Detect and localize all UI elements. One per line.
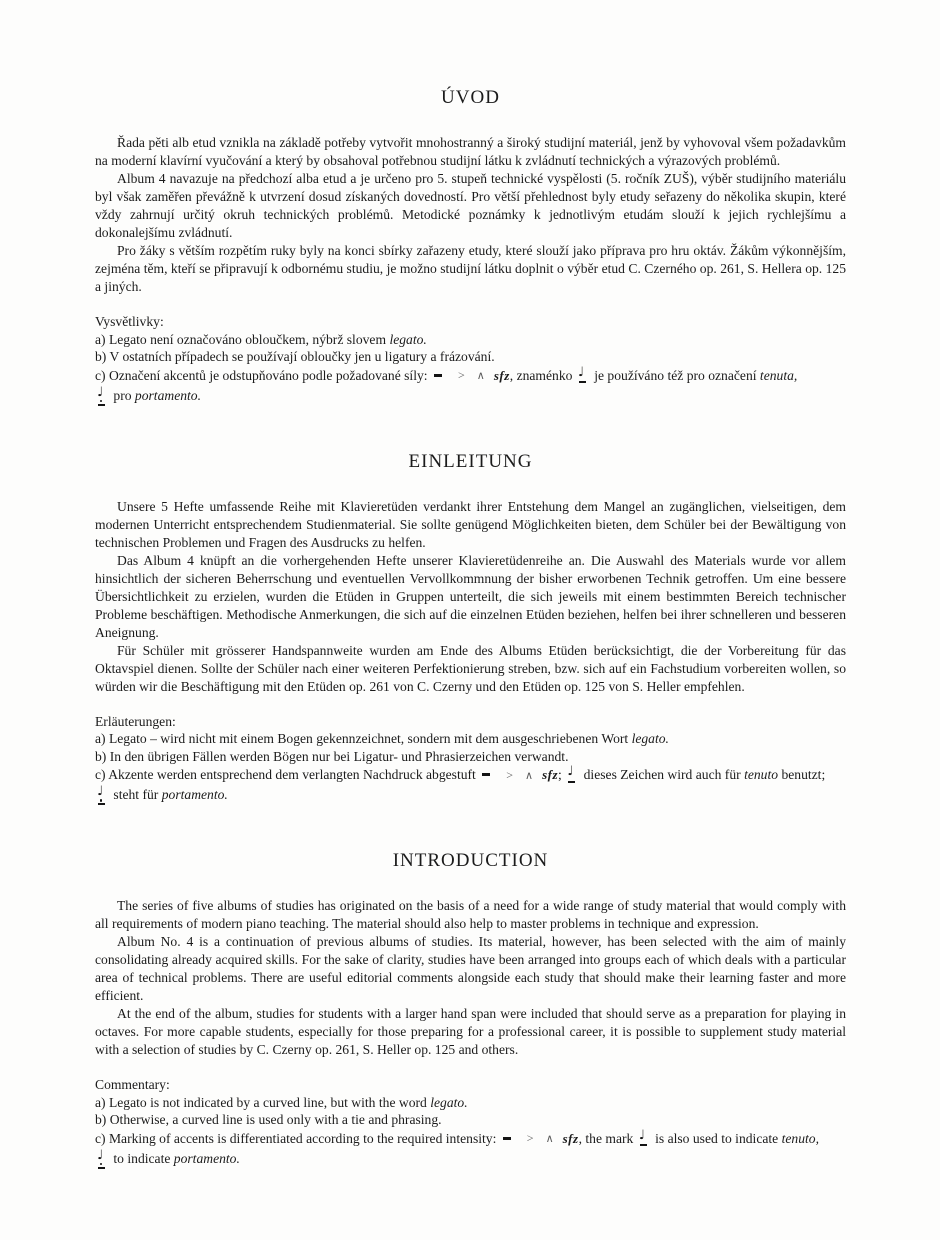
sforzando-mark: sfz xyxy=(493,367,510,383)
quarter-note-portato-icon xyxy=(97,1149,108,1169)
note-item-english-a: a) Legato is not indicated by a curved line, but with the word legato. xyxy=(95,1094,468,1110)
tenuto-dash-icon xyxy=(434,374,442,377)
marcato-mark-icon: ∧ xyxy=(545,1133,554,1145)
quarter-note-portato-icon xyxy=(97,386,108,406)
notes-label-czech: Vysvětlivky: xyxy=(95,314,164,329)
italic-term: portamento. xyxy=(134,387,201,403)
tenuto-line xyxy=(98,803,105,805)
section-title-czech: ÚVOD xyxy=(441,87,500,108)
italic-term: legato. xyxy=(430,1094,468,1110)
italic-term: legato. xyxy=(631,731,669,746)
note-item-english-b: b) Otherwise, a curved line is used only with a tie and phrasing. xyxy=(95,1112,442,1127)
note-item-czech-b: b) V ostatních případech se používají obloučky jen u ligatury a frázování. xyxy=(95,349,495,364)
quarter-note-glyph: ♩ xyxy=(638,1127,645,1143)
paragraph-czech-1: Řada pěti alb etud vznikla na základě potřeby vytvořit mnohostranný a široký studijní materiál, jenž by vyhovoval všem požadavkům na moderní klavírní vyučování a který by obsahoval potřebnou studijní látku k zvládnutí technických a výrazových problémů. xyxy=(95,135,846,168)
staccato-dot xyxy=(100,400,102,402)
note-item-german-c: c) Akzente werden entsprechend dem verlangten Nachdruck abgestuft > ∧ sfz; ♩ dieses Zeichen wird auch für tenuto benutzt; ♩ steht für portamento. xyxy=(95,765,846,805)
paragraph-german-1: Unsere 5 Hefte umfassende Reihe mit Klavieretüden verdankt ihrer Entstehung dem Mangel an zugänglichen, vielseitigen, dem modernen Unterricht entsprechendem Studienmaterial. Sie sollte genügend Möglichkeiten bieten, dem Schüler bei der Bewältigung von technischen Problemen und Fragen des Ausdrucks zu helfen. xyxy=(95,498,846,550)
tenuto-line xyxy=(568,781,575,783)
tenuto-dash-icon xyxy=(482,773,490,776)
tenuto-line xyxy=(98,404,105,406)
tenuto-line xyxy=(579,381,586,383)
notes-english xyxy=(95,1076,846,1169)
sforzando-mark: sfz xyxy=(542,767,559,782)
quarter-note-glyph: ♩ xyxy=(97,784,104,799)
quarter-note-glyph: ♩ xyxy=(97,1147,104,1163)
notes-label-english: Commentary: xyxy=(95,1077,170,1092)
note-item-german-b: b) In den übrigen Fällen werden Bögen nur bei Ligatur- und Phrasierzeichen verwandt. xyxy=(95,748,569,764)
paragraph-german-3: Für Schüler mit grösserer Handspannweite wurden am Ende des Albums Etüden berücksichtigt, die der Vorbereitung für das Oktavspiel dienen. Sollte der Schüler nach einer weiteren Perfektionierung streben, bzw. sich auf ein Fachstudium vorbereiten wollen, so würden wir die Beschäftigung mit den Etüden op. 261 von C. Czerny und den Etüden op. 125 von S. Heller empfehlen. xyxy=(95,642,846,694)
accent-mark-icon: > xyxy=(457,368,465,382)
italic-term: legato. xyxy=(389,331,427,347)
tenuto-dash-icon xyxy=(503,1137,511,1140)
italic-term: portamento. xyxy=(161,787,228,802)
section-german xyxy=(95,450,846,806)
italic-term: portamento. xyxy=(173,1150,240,1166)
section-english xyxy=(95,849,846,1169)
note-item-czech-a: a) Legato není označováno obloučkem, nýbrž slovem legato. xyxy=(95,331,427,347)
marcato-mark-icon: ∧ xyxy=(525,769,534,782)
accent-mark-icon: > xyxy=(526,1131,534,1145)
quarter-note-tenuto-icon xyxy=(639,1129,650,1149)
note-item-english-c: c) Marking of accents is differentiated according to the required intensity: > ∧ sfz, the mark ♩ is also used to indicate tenuto, ♩ to indicate portamento. xyxy=(95,1129,846,1169)
italic-term: tenuta, xyxy=(759,367,798,383)
paragraph-english-1: The series of five albums of studies has originated on the basis of a need for a wide range of study material that would comply with all requirements of modern piano teaching. The material should also help to master problems in technique and expression. xyxy=(95,898,846,931)
paragraph-czech-2: Album 4 navazuje na předchozí alba etud a je určeno pro 5. stupeň technické vyspělosti (5. ročník ZUŠ), výběr studijního materiálu byl však zaměřen převážně k utvrzení dosud získaných dovedností. Pro větší přehlednost byly etudy seřazeny do několika skupin, které vždy zahrnují určitý okruh technických problémů. Metodické poznámky k jednotlivým etudám slouží k jejich rychlejšímu a dokonalejšímu zvládnutí. xyxy=(95,171,846,240)
marcato-mark-icon: ∧ xyxy=(476,370,485,382)
paragraph-english-3: At the end of the album, studies for students with a larger hand span were included that should serve as a preparation for playing in octaves. For more capable students, especially for those preparing for a professional career, it is possible to supplement study material with a selection of studies by C. Czerny op. 261, S. Heller op. 125 and others. xyxy=(95,1006,846,1057)
section-czech xyxy=(95,86,846,406)
notes-german xyxy=(95,713,846,806)
paragraph-german-2: Das Album 4 knüpft an die vorhergehenden Hefte unserer Klavieretüdenreihe an. Die Auswahl des Materials wurde vor allem hinsichtlich der sicheren Beherrschung und eventuellen Vervollkommnung der bisher erworbenen Technik getroffen. Um eine bessere Übersichtlichkeit zu erzielen, wurden die Etüden in Gruppen unterteilt, die sich jeweils mit einem bestimmten Bereich technischer Probleme beschäftigen. Methodische Anmerkungen, die sich auf die einzelnen Etüden beziehen, helfen bei ihrer schnelleren und besseren Aneignung. xyxy=(95,552,846,640)
section-title-german: EINLEITUNG xyxy=(408,450,533,472)
section-title-english: INTRODUCTION xyxy=(392,850,549,871)
quarter-note-glyph: ♩ xyxy=(577,364,584,380)
note-item-czech-c: c) Označení akcentů je odstupňováno podle požadované síly: > ∧ sfz, znaménko ♩ je používáno též pro označení tenuta, ♩ pro portamento. xyxy=(95,366,846,406)
tenuto-line xyxy=(640,1144,647,1146)
paragraph-czech-3: Pro žáky s větším rozpětím ruky byly na konci sbírky zařazeny etudy, které slouží jako příprava pro hru oktáv. Žákům výkonnějším, zejména těm, kteří se připravují k odbornému studiu, je možno studijní látku doplnit o výběr etud C. Czerného op. 261, S. Hellera op. 125 a jiných. xyxy=(95,243,846,294)
quarter-note-tenuto-icon xyxy=(567,765,578,785)
staccato-dot xyxy=(100,1163,102,1165)
quarter-note-glyph: ♩ xyxy=(567,764,574,779)
note-item-german-a: a) Legato – wird nicht mit einem Bogen gekennzeichnet, sondern mit dem ausgeschriebenen Wort legato. xyxy=(95,731,669,746)
italic-term: tenuto, xyxy=(781,1130,819,1146)
staccato-dot xyxy=(100,799,102,801)
notes-label-german: Erläuterungen: xyxy=(95,713,176,729)
paragraph-english-2: Album No. 4 is a continuation of previous albums of studies. Its material, however, has been selected with the aim of mainly consolidating already acquired skills. For the sake of clarity, studies have been arranged into groups each of which deals with a particular area of technical problems. There are useful editorial comments alongside each study that should make their learning faster and more efficient. xyxy=(95,934,846,1003)
quarter-note-glyph: ♩ xyxy=(97,384,104,400)
quarter-note-tenuto-icon xyxy=(578,366,589,386)
notes-czech xyxy=(95,313,846,406)
sforzando-mark: sfz xyxy=(562,1130,579,1146)
quarter-note-portato-icon xyxy=(97,785,108,805)
italic-term: tenuto xyxy=(744,767,779,782)
tenuto-line xyxy=(98,1167,105,1169)
accent-mark-icon: > xyxy=(506,767,514,782)
